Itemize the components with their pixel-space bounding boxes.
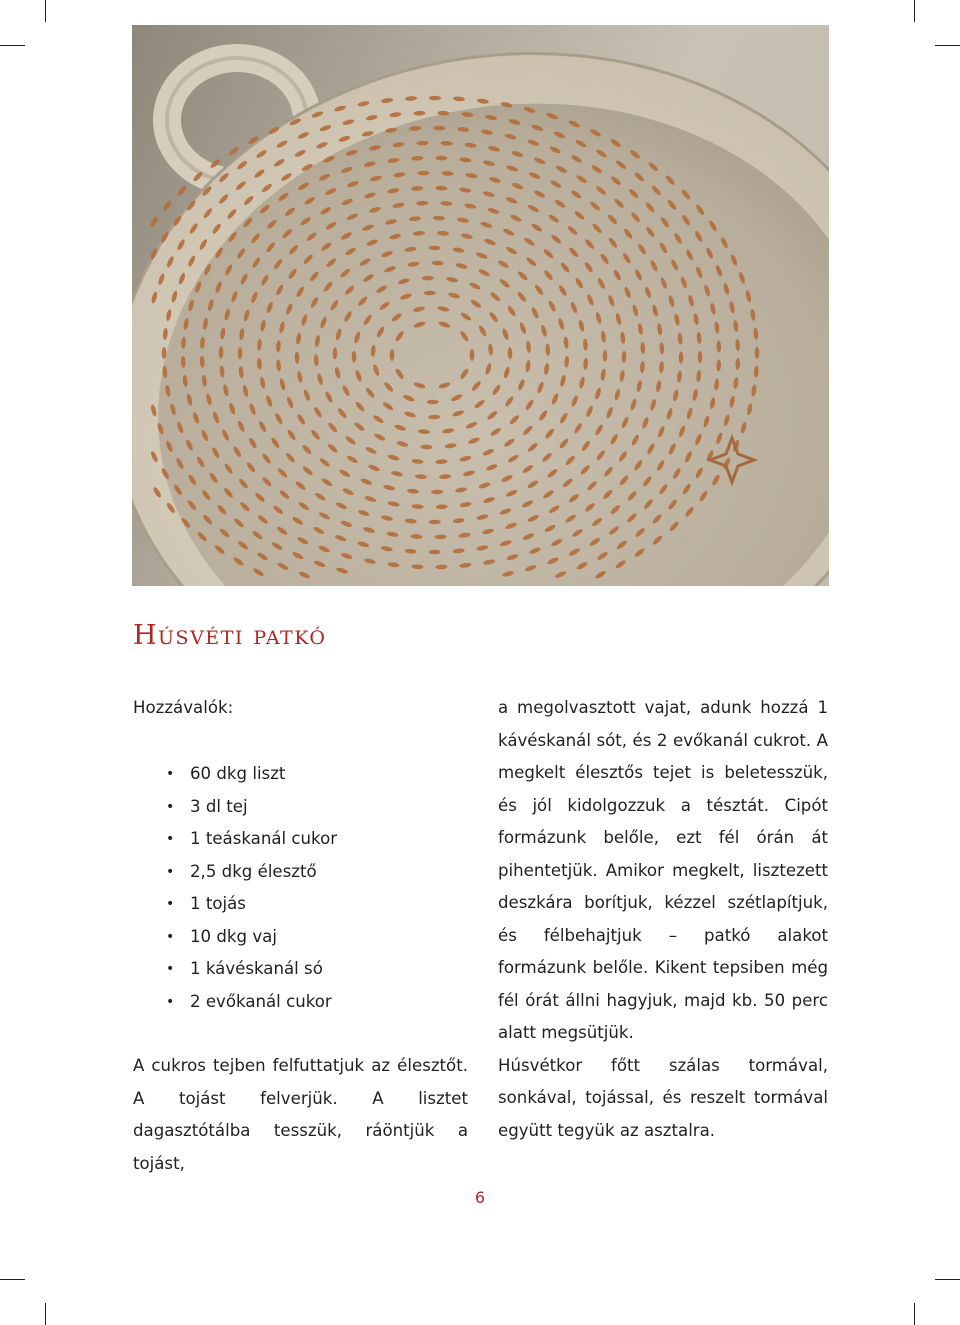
ingredient-item: • 1 tojás: [166, 888, 337, 921]
seed-mark: [149, 215, 159, 228]
seed-mark: [470, 349, 475, 361]
ingredient-item: • 1 teáskanál cukor: [166, 823, 337, 856]
page-number: 6: [474, 1188, 486, 1207]
ingredients-list: [166, 758, 337, 1018]
ceramic-tray-photo: [132, 25, 829, 586]
crop-mark: [935, 45, 960, 46]
crop-mark: [935, 1279, 960, 1280]
method-paragraph-col2: a megolvasztott vajat, adunk hozzá 1 kávéskanál sót, és 2 evőkanál cukrot. A megkelt élesztős tejet is beletesszük, és jól kidolgozzuk a tésztát. Cipót formázunk belőle, ezt fél órán át pihentetjük. Amikor megkelt, lisztezett deszkára borítjuk, kézzel szétlapítjuk, és félbehajtjuk – patkó alakot formázunk belőle. Kikent tepsiben még fél órát állni hagyjuk, majd kb. 50 perc alatt megsütjük.: [498, 698, 828, 1042]
crop-mark: [914, 0, 915, 22]
crop-mark: [0, 45, 25, 46]
title-word-1: ÚSVÉTI: [158, 627, 244, 649]
ingredients-heading: Hozzávalók:: [133, 698, 234, 717]
method-column-2: [498, 692, 828, 1147]
bullet-icon: •: [166, 896, 175, 912]
bullet-icon: •: [166, 766, 175, 782]
serving-paragraph: Húsvétkor főtt szálas tormával, sonkával, tojással, és reszelt tormával együtt tegyük az asztalra.: [498, 1055, 828, 1140]
ingredient-item: • 60 dkg liszt: [166, 758, 337, 791]
ingredient-item: • 1 kávéskanál só: [166, 953, 337, 986]
ingredient-item: • 3 dl tej: [166, 791, 337, 824]
crop-mark: [45, 1303, 46, 1325]
recipe-title: [133, 620, 326, 651]
crop-mark: [0, 1279, 25, 1280]
bullet-icon: •: [166, 993, 175, 1010]
method-paragraph-col1: A cukros tejben felfuttatjuk az élesztőt. A tojást felverjük. A lisztet dagasztótálba tesszük, ráöntjük a tojást,: [133, 1056, 468, 1173]
bullet-icon: •: [166, 961, 175, 977]
ingredient-item: • 2,5 dkg élesztő: [166, 856, 337, 889]
seed-mark: [162, 200, 173, 212]
seed-mark: [390, 349, 395, 361]
title-word-2: PATKÓ: [253, 627, 327, 649]
ingredient-item: • 10 dkg vaj: [166, 921, 337, 954]
bullet-icon: •: [166, 798, 175, 815]
bullet-icon: •: [166, 928, 175, 945]
title-initial: H: [133, 620, 159, 651]
ceramic-tray-illustration: [132, 25, 829, 586]
bullet-icon: •: [166, 863, 175, 880]
seed-mark: [176, 185, 187, 197]
crop-mark: [45, 0, 46, 22]
crop-mark: [914, 1303, 915, 1325]
bullet-icon: •: [166, 831, 175, 847]
ingredient-item: • 2 evőkanál cukor: [166, 986, 337, 1019]
